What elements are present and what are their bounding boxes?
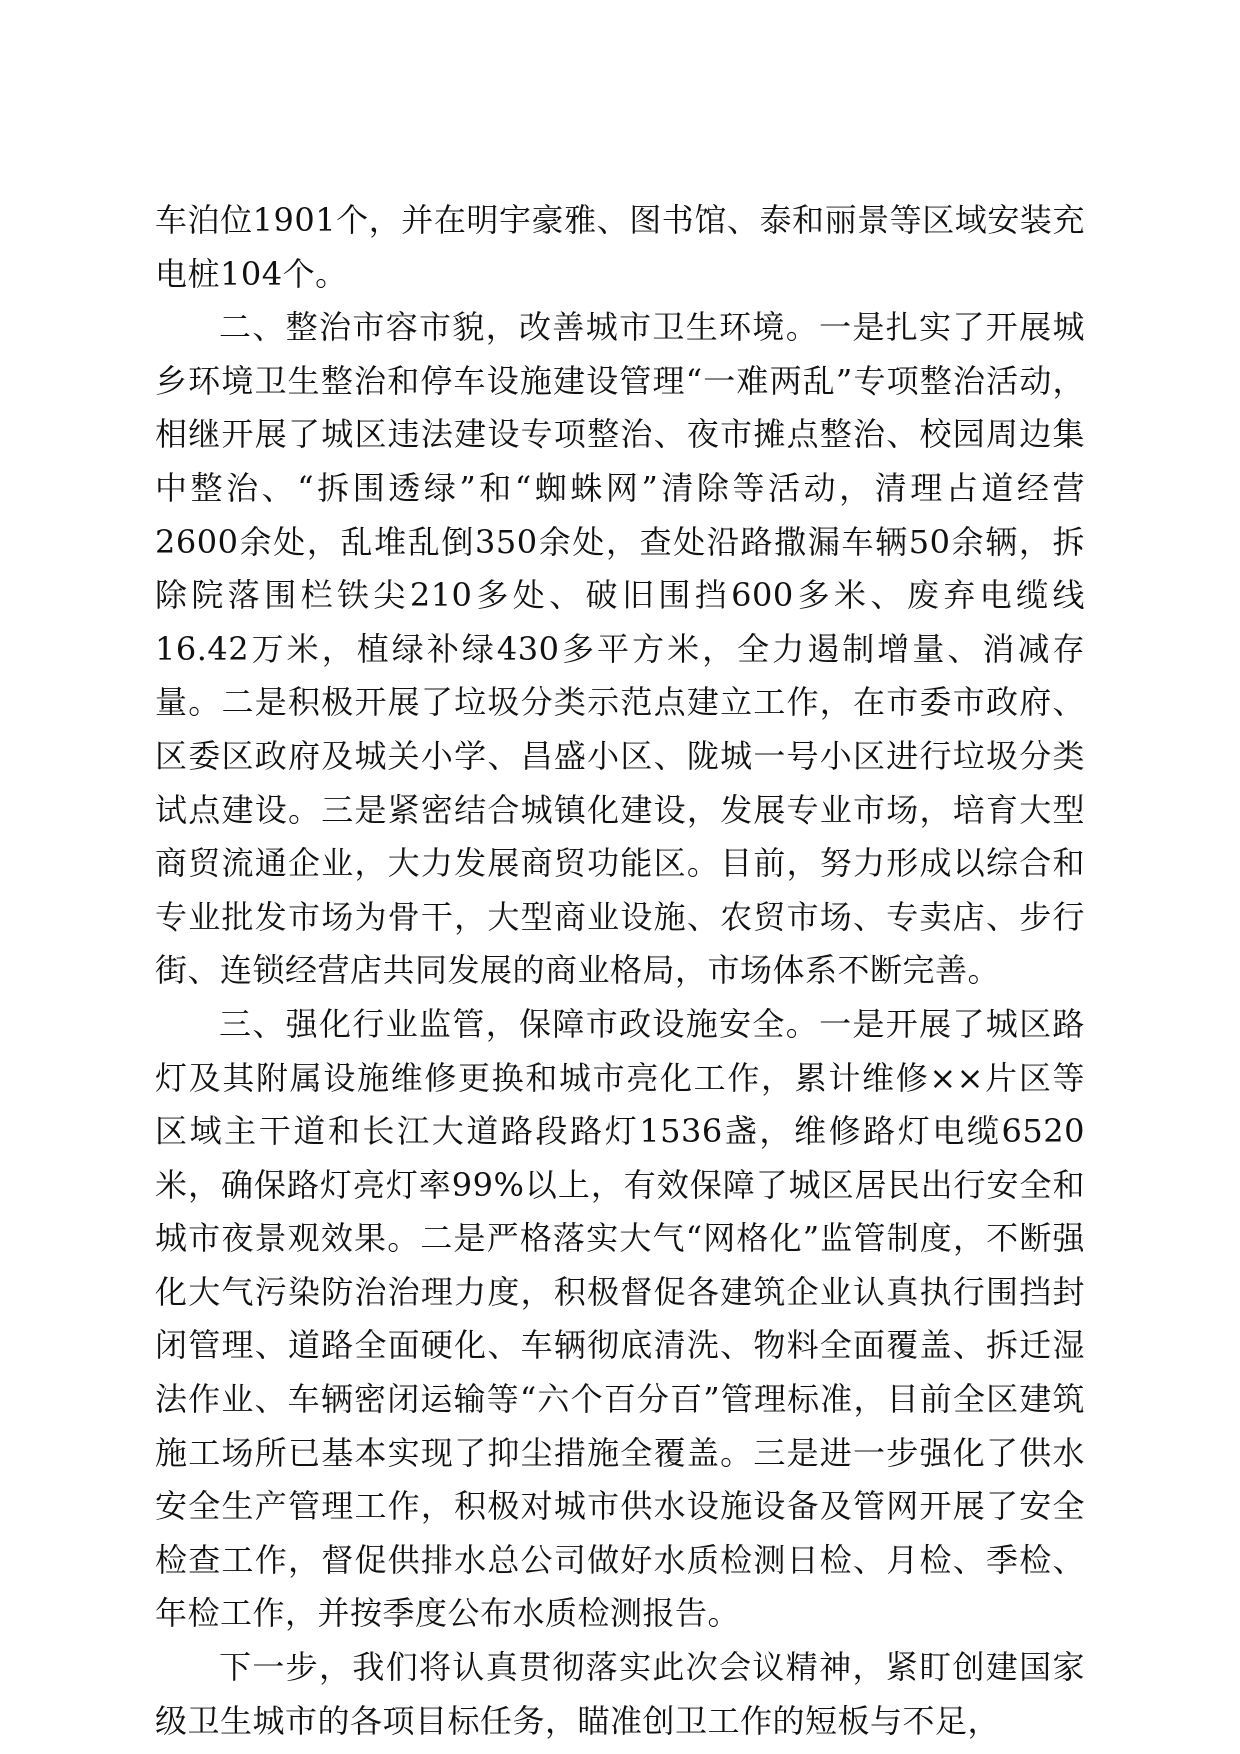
paragraph-continuation: 车泊位1901个，并在明宇豪雅、图书馆、泰和丽景等区域安装充电桩104个。 [155, 201, 1085, 293]
paragraph-municipal-supervision: 三、强化行业监管，保障市政设施安全。一是开展了城区路灯及其附属设施维修更换和城市亮化工作，累计维修××片区等区域主干道和长江大道路段路灯1536盏，维修路灯电缆6520米，确保路灯亮灯率99%以上，有效保障了城区居民出行安全和城市夜景观效果。二是严格落实大气“网格化”监管制度，不断强化大气污染防治治理力度，积极督促各建筑企业认真执行围挡封闭管理、道路全面硬化、车辆彻底清洗、物料全面覆盖、拆迁湿法作业、车辆密闭运输等“六个百分百”管理标准，目前全区建筑施工场所已基本实现了抑尘措施全覆盖。三是进一步强化了供水安全生产管理工作，积极对城市供水设施设备及管网开展了安全检查工作，督促供排水总公司做好水质检测日检、月检、季检、年检工作，并按季度公布水质检测报告。 [155, 1004, 1085, 1633]
paragraph-city-appearance: 二、整治市容市貌，改善城市卫生环境。一是扎实了开展城乡环境卫生整治和停车设施建设管理“一难两乱”专项整治活动，相继开展了城区违法建设专项整治、夜市摊点整治、校园周边集中整治、“拆围透绿”和“蜘蛛网”清除等活动，清理占道经营2600余处，乱堆乱倒350余处，查处沿路撒漏车辆50余辆，拆除院落围栏铁尖210多处、破旧围挡600多米、废弃电缆线16.42万米，植绿补绿430多平方米，全力遏制增量、消减存量。二是积极开展了垃圾分类示范点建立工作，在市委市政府、区委区政府及城关小学、昌盛小区、陇城一号小区进行垃圾分类试点建设。三是紧密结合城镇化建设，发展专业市场，培育大型商贸流通企业，大力发展商贸功能区。目前，努力形成以综合和专业批发市场为骨干，大型商业设施、农贸市场、专卖店、步行街、连锁经营店共同发展的商业格局，市场体系不断完善。 [155, 308, 1085, 990]
document-body [155, 194, 1085, 1748]
paragraph-next-steps: 下一步，我们将认真贯彻落实此次会议精神，紧盯创建国家级卫生城市的各项目标任务，瞄准创卫工作的短板与不足， [155, 1648, 1085, 1740]
